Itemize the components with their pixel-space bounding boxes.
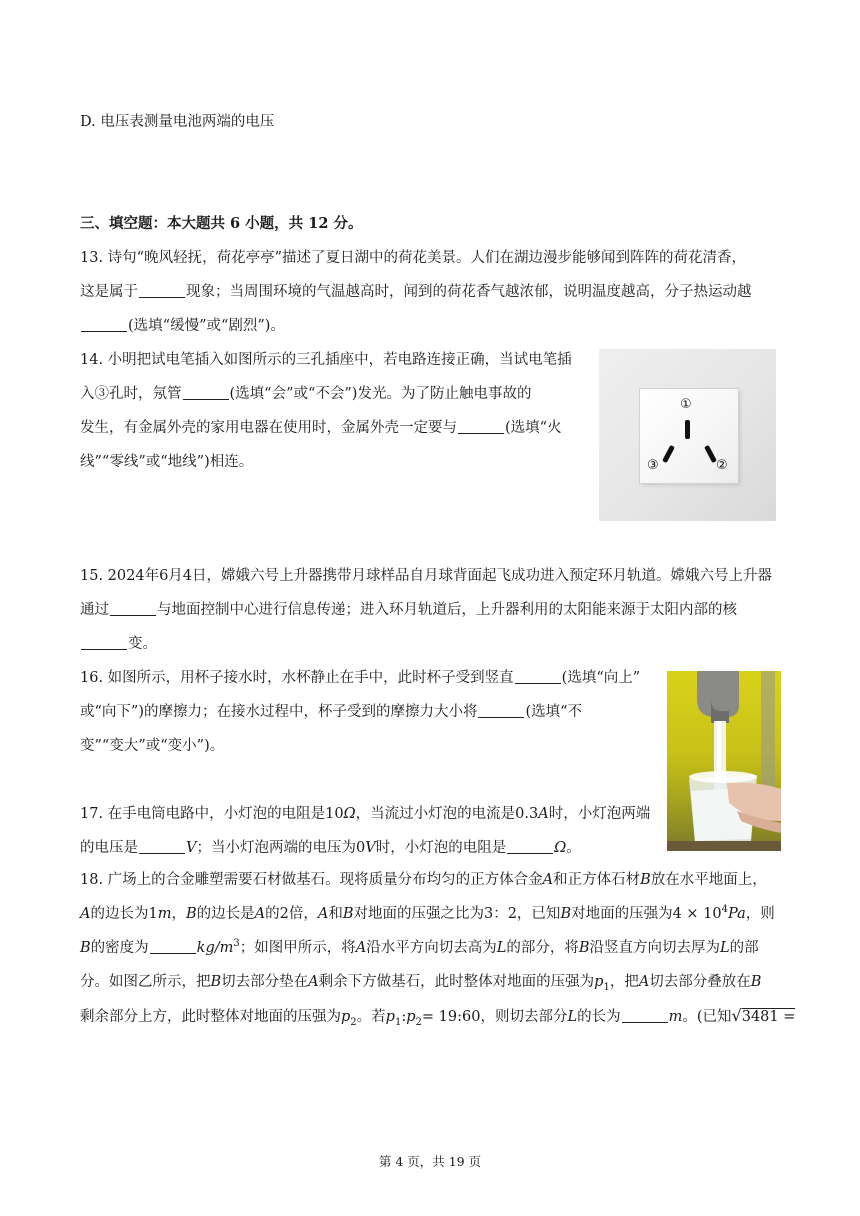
q15-blank-1	[110, 601, 156, 616]
q16-blank-1	[515, 669, 561, 684]
q14-line-1: 14. 小明把试电笔插入如图所示的三孔插座中，若电路连接正确，当试电笔插	[80, 352, 572, 368]
hole-1-label: ①	[680, 397, 692, 412]
q18-blank-2	[622, 1008, 668, 1023]
q17-line-1: 17. 在手电筒电路中，小灯泡的电阻是10Ω，当流过小灯泡的电流是0.3A时，小灯泡两端	[80, 806, 651, 822]
q13-line-1: 13. 诗句“晚风轻抚，荷花亭亭”描述了夏日湖中的荷花美景。人们在湖边漫步能够闻到阵阵的荷花清香，	[80, 250, 746, 266]
q14-line-4: 线”“零线”或“地线”)相连。	[80, 454, 254, 470]
q15-line-1: 15. 2024年6月4日，嫦娥六号上升器携带月球样品自月球背面起飞成功进入预定环月轨道。嫦娥六号上升器	[80, 568, 773, 584]
q18-line-2: A的边长为1m，B的边长是A的2倍，A和B对地面的压强之比为3：2，已知B对地面的压强为$4 \times 10^4Pa$，则	[80, 904, 775, 922]
hole-2-label: ②	[716, 458, 728, 473]
q14-line-3: 发生，有金属外壳的家用电器在使用时，金属外壳一定要与 (选填“火	[80, 420, 562, 436]
q13-blank-2	[81, 317, 127, 332]
section-title: 三、填空题：本大题共 6 小题，共 12 分。	[80, 215, 363, 232]
q16-line-1: 16. 如图所示，用杯子接水时，水杯静止在手中，此时杯子受到竖直 (选填“向上”	[80, 670, 641, 686]
water-glass-illustration	[667, 671, 781, 851]
socket-figure	[599, 349, 776, 521]
q13-line-2: 这是属于 现象；当周围环境的气温越高时，闻到的荷花香气越浓郁，说明温度越高，分子热运动越	[80, 284, 752, 300]
option-d: D. 电压表测量电池两端的电压	[80, 114, 275, 130]
q14-blank-2	[458, 419, 504, 434]
q14-line-2: 入③孔时，氖管 (选填“会”或“不会”)发光。为了防止触电事故的	[80, 386, 532, 402]
q17-blank-1	[139, 839, 185, 854]
q17-line-2: 的电压是 V；当小灯泡两端的电压为0V时，小灯泡的电阻是 Ω。	[80, 840, 581, 856]
water-glass-figure	[667, 671, 781, 851]
socket-hole-2	[704, 445, 717, 463]
hole-3-label: ③	[647, 458, 659, 473]
q13-blank-1	[139, 283, 185, 298]
q18-line-5: 剩余部分上方，此时整体对地面的压强为$p_2$。若$p_1:p_2=$ 19:60，则切去部分L的长为 m。(已知√3481 =	[80, 1006, 796, 1028]
q17-blank-2	[507, 839, 553, 854]
sqrt-sign: √	[731, 1006, 742, 1025]
q18-line-1: 18. 广场上的合金雕塑需要石材做基石。现将质量分布均匀的正方体合金A和正方体石材B放在水平地面上，	[80, 872, 767, 888]
socket-plate	[640, 389, 738, 483]
q15-line-3: 变。	[80, 634, 157, 654]
q15-line-2: 通过 与地面控制中心进行信息传递；进入环月轨道后，上升器利用的太阳能来源于太阳内部的核	[80, 602, 737, 618]
q18-line-3: B的密度为 $kg/m^3$；如图甲所示，将A沿水平方向切去高为L的部分，将B沿竖直方向切去厚为L的部	[80, 938, 759, 956]
q16-line-3: 变”“变大”或“变小”)。	[80, 738, 225, 754]
q15-blank-2	[81, 635, 127, 650]
q18-line-4: 分。如图乙所示，把B切去部分垫在A剩余下方做基石，此时整体对地面的压强为$p_1$，把A切去部分叠放在B	[80, 974, 762, 993]
socket-hole-1	[685, 420, 690, 439]
q13-line-3: (选填“缓慢”或“剧烈”)。	[80, 316, 285, 336]
page-footer: 第 4 页，共 19 页	[378, 1154, 482, 1169]
q16-line-2: 或“向下”)的摩擦力；在接水过程中，杯子受到的摩擦力大小将 (选填“不	[80, 704, 583, 720]
socket-hole-3	[662, 445, 675, 463]
q16-blank-2	[478, 703, 524, 718]
q18-blank-1	[150, 939, 196, 954]
q14-blank-1	[183, 385, 229, 400]
